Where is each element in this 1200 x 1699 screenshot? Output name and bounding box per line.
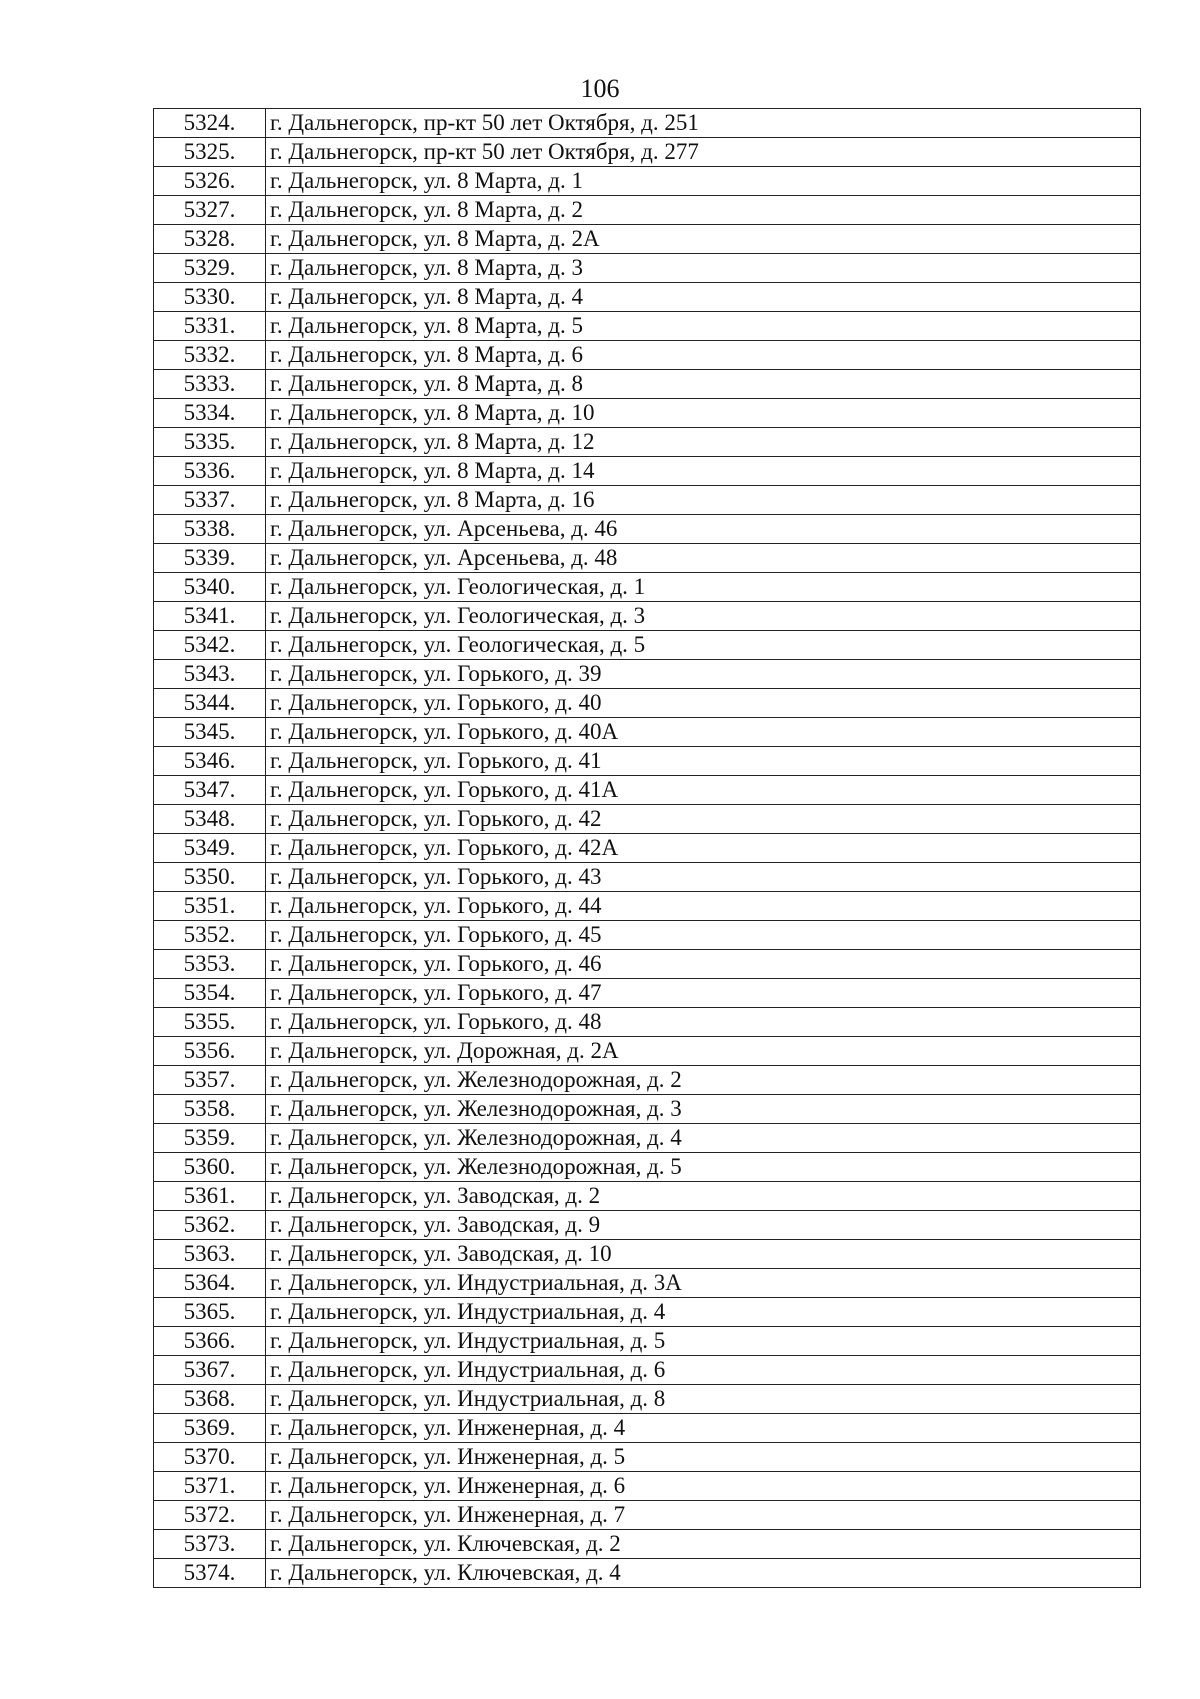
table-row (154, 805, 1141, 834)
row-address: г. Дальнегорск, ул. Ключевская, д. 2 (266, 1530, 1141, 1559)
row-number: 5333. (154, 370, 266, 399)
row-address: г. Дальнегорск, ул. 8 Марта, д. 12 (266, 428, 1141, 457)
row-number: 5353. (154, 950, 266, 979)
row-address: г. Дальнегорск, ул. 8 Марта, д. 14 (266, 457, 1141, 486)
row-address: г. Дальнегорск, ул. Геологическая, д. 3 (266, 602, 1141, 631)
table-row (154, 225, 1141, 254)
row-number: 5358. (154, 1095, 266, 1124)
table-row (154, 747, 1141, 776)
row-address: г. Дальнегорск, ул. 8 Марта, д. 5 (266, 312, 1141, 341)
row-number: 5351. (154, 892, 266, 921)
row-number: 5369. (154, 1414, 266, 1443)
table-row (154, 863, 1141, 892)
table-row (154, 283, 1141, 312)
row-number: 5326. (154, 167, 266, 196)
row-address: г. Дальнегорск, ул. Инженерная, д. 5 (266, 1443, 1141, 1472)
table-row (154, 1559, 1141, 1588)
row-address: г. Дальнегорск, ул. Инженерная, д. 4 (266, 1414, 1141, 1443)
table-row (154, 167, 1141, 196)
row-number: 5365. (154, 1298, 266, 1327)
row-address: г. Дальнегорск, ул. Горького, д. 43 (266, 863, 1141, 892)
row-number: 5330. (154, 283, 266, 312)
row-address: г. Дальнегорск, ул. Индустриальная, д. 6 (266, 1356, 1141, 1385)
row-number: 5325. (154, 138, 266, 167)
row-address: г. Дальнегорск, ул. 8 Марта, д. 10 (266, 399, 1141, 428)
row-address: г. Дальнегорск, ул. 8 Марта, д. 8 (266, 370, 1141, 399)
table-row (154, 138, 1141, 167)
row-address: г. Дальнегорск, ул. 8 Марта, д. 2А (266, 225, 1141, 254)
row-number: 5371. (154, 1472, 266, 1501)
row-number: 5327. (154, 196, 266, 225)
row-address: г. Дальнегорск, ул. Горького, д. 47 (266, 979, 1141, 1008)
table-row (154, 457, 1141, 486)
row-number: 5373. (154, 1530, 266, 1559)
table-row (154, 1443, 1141, 1472)
row-address: г. Дальнегорск, ул. Горького, д. 41 (266, 747, 1141, 776)
table-row (154, 1095, 1141, 1124)
page-number: 106 (580, 74, 620, 103)
row-number: 5331. (154, 312, 266, 341)
table-row (154, 486, 1141, 515)
row-number: 5345. (154, 718, 266, 747)
table-row (154, 1037, 1141, 1066)
table-row (154, 254, 1141, 283)
table-row (154, 370, 1141, 399)
row-number: 5339. (154, 544, 266, 573)
row-number: 5364. (154, 1269, 266, 1298)
table-row (154, 573, 1141, 602)
table-row (154, 950, 1141, 979)
row-address: г. Дальнегорск, ул. Арсеньева, д. 46 (266, 515, 1141, 544)
row-address: г. Дальнегорск, ул. Заводская, д. 2 (266, 1182, 1141, 1211)
row-number: 5374. (154, 1559, 266, 1588)
table-row (154, 1414, 1141, 1443)
row-address: г. Дальнегорск, пр-кт 50 лет Октября, д. 251 (266, 109, 1141, 138)
row-number: 5341. (154, 602, 266, 631)
row-address: г. Дальнегорск, ул. Железнодорожная, д. 5 (266, 1153, 1141, 1182)
table-row (154, 1240, 1141, 1269)
row-address: г. Дальнегорск, ул. Горького, д. 46 (266, 950, 1141, 979)
row-number: 5357. (154, 1066, 266, 1095)
row-number: 5372. (154, 1501, 266, 1530)
row-number: 5354. (154, 979, 266, 1008)
table-row (154, 1211, 1141, 1240)
row-address: г. Дальнегорск, ул. 8 Марта, д. 6 (266, 341, 1141, 370)
row-number: 5359. (154, 1124, 266, 1153)
row-number: 5360. (154, 1153, 266, 1182)
row-address: г. Дальнегорск, ул. Индустриальная, д. 3А (266, 1269, 1141, 1298)
row-number: 5348. (154, 805, 266, 834)
table-row (154, 515, 1141, 544)
row-address: г. Дальнегорск, ул. Геологическая, д. 5 (266, 631, 1141, 660)
row-address: г. Дальнегорск, ул. Горького, д. 45 (266, 921, 1141, 950)
row-address: г. Дальнегорск, ул. Железнодорожная, д. 3 (266, 1095, 1141, 1124)
row-number: 5337. (154, 486, 266, 515)
row-number: 5336. (154, 457, 266, 486)
table-row (154, 1356, 1141, 1385)
table-row (154, 1066, 1141, 1095)
row-address: г. Дальнегорск, ул. Горького, д. 42 (266, 805, 1141, 834)
row-address: г. Дальнегорск, ул. Горького, д. 44 (266, 892, 1141, 921)
row-address: г. Дальнегорск, ул. Заводская, д. 10 (266, 1240, 1141, 1269)
table-row (154, 1530, 1141, 1559)
row-address: г. Дальнегорск, ул. Горького, д. 40А (266, 718, 1141, 747)
row-number: 5367. (154, 1356, 266, 1385)
address-table (153, 108, 1141, 1588)
row-number: 5363. (154, 1240, 266, 1269)
row-number: 5328. (154, 225, 266, 254)
table-row (154, 1298, 1141, 1327)
row-number: 5335. (154, 428, 266, 457)
row-number: 5334. (154, 399, 266, 428)
row-address: г. Дальнегорск, ул. Индустриальная, д. 5 (266, 1327, 1141, 1356)
row-address: г. Дальнегорск, ул. Горького, д. 42А (266, 834, 1141, 863)
row-number: 5352. (154, 921, 266, 950)
table-row (154, 660, 1141, 689)
table-row (154, 892, 1141, 921)
row-number: 5356. (154, 1037, 266, 1066)
table-row (154, 428, 1141, 457)
row-number: 5344. (154, 689, 266, 718)
row-number: 5332. (154, 341, 266, 370)
table-row (154, 1385, 1141, 1414)
row-address: г. Дальнегорск, ул. Горького, д. 40 (266, 689, 1141, 718)
table-row (154, 109, 1141, 138)
row-address: г. Дальнегорск, ул. 8 Марта, д. 2 (266, 196, 1141, 225)
row-number: 5343. (154, 660, 266, 689)
table-row (154, 1327, 1141, 1356)
row-address: г. Дальнегорск, ул. 8 Марта, д. 4 (266, 283, 1141, 312)
table-row (154, 921, 1141, 950)
table-row (154, 834, 1141, 863)
row-address: г. Дальнегорск, ул. 8 Марта, д. 3 (266, 254, 1141, 283)
table-row (154, 1124, 1141, 1153)
table-row (154, 1182, 1141, 1211)
row-number: 5349. (154, 834, 266, 863)
row-address: г. Дальнегорск, пр-кт 50 лет Октября, д. 277 (266, 138, 1141, 167)
row-address: г. Дальнегорск, ул. Индустриальная, д. 4 (266, 1298, 1141, 1327)
table-row (154, 1501, 1141, 1530)
table-row (154, 776, 1141, 805)
row-address: г. Дальнегорск, ул. Горького, д. 48 (266, 1008, 1141, 1037)
row-address: г. Дальнегорск, ул. 8 Марта, д. 1 (266, 167, 1141, 196)
row-number: 5355. (154, 1008, 266, 1037)
table-row (154, 602, 1141, 631)
row-address: г. Дальнегорск, ул. Ключевская, д. 4 (266, 1559, 1141, 1588)
table-row (154, 689, 1141, 718)
row-address: г. Дальнегорск, ул. Индустриальная, д. 8 (266, 1385, 1141, 1414)
row-number: 5361. (154, 1182, 266, 1211)
row-address: г. Дальнегорск, ул. Инженерная, д. 6 (266, 1472, 1141, 1501)
table-row (154, 1269, 1141, 1298)
row-address: г. Дальнегорск, ул. Инженерная, д. 7 (266, 1501, 1141, 1530)
table-row (154, 544, 1141, 573)
row-number: 5342. (154, 631, 266, 660)
row-number: 5324. (154, 109, 266, 138)
table-row (154, 1153, 1141, 1182)
row-number: 5368. (154, 1385, 266, 1414)
table-row (154, 1008, 1141, 1037)
row-number: 5338. (154, 515, 266, 544)
row-number: 5346. (154, 747, 266, 776)
row-address: г. Дальнегорск, ул. Горького, д. 41А (266, 776, 1141, 805)
row-number: 5329. (154, 254, 266, 283)
table-row (154, 196, 1141, 225)
row-number: 5362. (154, 1211, 266, 1240)
address-table-body (154, 109, 1141, 1588)
row-address: г. Дальнегорск, ул. Горького, д. 39 (266, 660, 1141, 689)
row-address: г. Дальнегорск, ул. Железнодорожная, д. 4 (266, 1124, 1141, 1153)
row-address: г. Дальнегорск, ул. Дорожная, д. 2А (266, 1037, 1141, 1066)
row-address: г. Дальнегорск, ул. Арсеньева, д. 48 (266, 544, 1141, 573)
row-address: г. Дальнегорск, ул. Заводская, д. 9 (266, 1211, 1141, 1240)
row-number: 5347. (154, 776, 266, 805)
row-address: г. Дальнегорск, ул. Железнодорожная, д. 2 (266, 1066, 1141, 1095)
table-row (154, 1472, 1141, 1501)
row-number: 5350. (154, 863, 266, 892)
table-row (154, 979, 1141, 1008)
table-row (154, 312, 1141, 341)
table-row (154, 399, 1141, 428)
row-number: 5370. (154, 1443, 266, 1472)
table-row (154, 631, 1141, 660)
row-address: г. Дальнегорск, ул. 8 Марта, д. 16 (266, 486, 1141, 515)
row-address: г. Дальнегорск, ул. Геологическая, д. 1 (266, 573, 1141, 602)
table-row (154, 341, 1141, 370)
table-row (154, 718, 1141, 747)
row-number: 5366. (154, 1327, 266, 1356)
row-number: 5340. (154, 573, 266, 602)
